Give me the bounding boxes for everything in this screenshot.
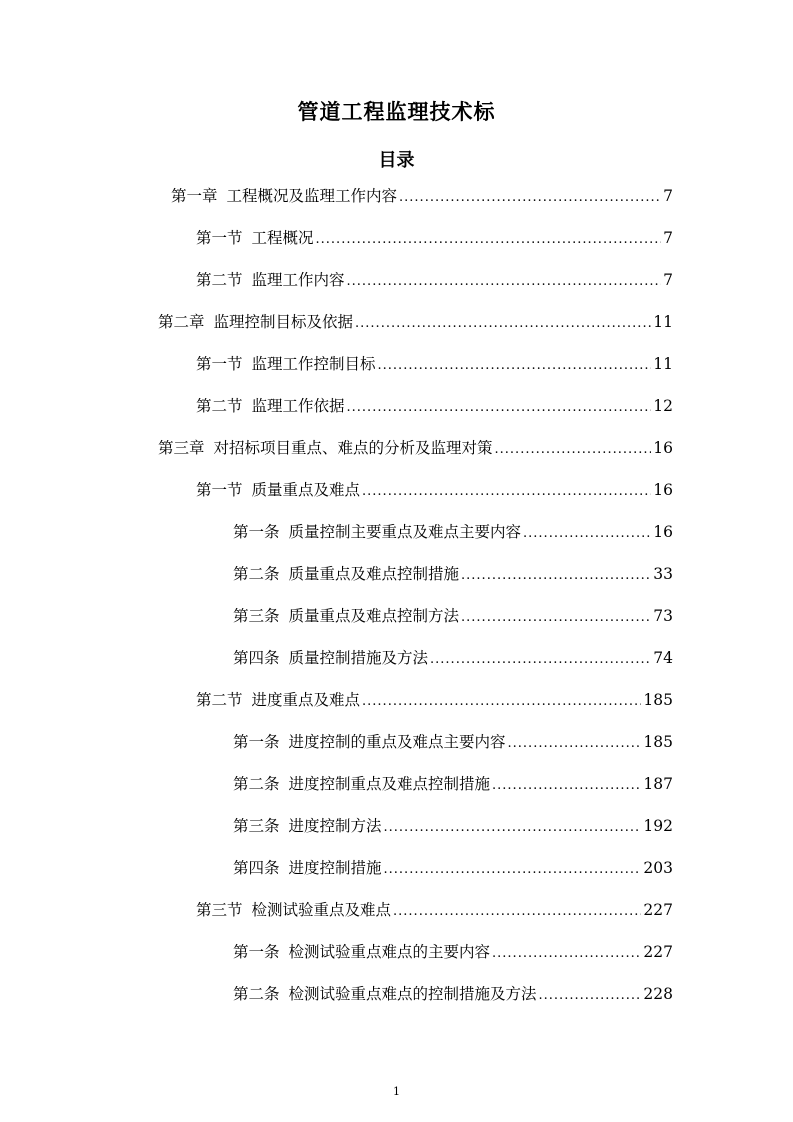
toc-leader-dots <box>430 652 651 667</box>
toc-entry-text: 进度控制措施 <box>288 859 382 877</box>
toc-entry-article[interactable] <box>233 646 673 672</box>
toc-entry-text: 检测试验重点难点的控制措施及方法 <box>288 985 537 1003</box>
toc-leader-dots <box>523 526 651 541</box>
toc-entry-number: 第二节 <box>196 691 243 709</box>
toc-leader-dots <box>461 568 651 583</box>
toc-entry-page: 12 <box>653 397 673 415</box>
toc-entry-text: 工程概况 <box>251 229 314 247</box>
toc-leader-dots <box>393 904 641 919</box>
toc-entry-page: 203 <box>643 859 673 877</box>
toc-entry-section[interactable] <box>196 478 673 504</box>
toc-entry-text: 监理工作依据 <box>251 397 345 415</box>
toc-entry-text: 进度控制重点及难点控制措施 <box>288 775 491 793</box>
toc-leader-dots <box>362 694 641 709</box>
toc-entry-text: 对招标项目重点、难点的分析及监理对策 <box>213 439 493 457</box>
toc-entry-number: 第三条 <box>233 607 280 625</box>
toc-leader-dots <box>347 274 662 289</box>
toc-leader-dots <box>539 988 642 1003</box>
toc-entry-page: 11 <box>653 355 673 373</box>
toc-leader-dots <box>461 610 651 625</box>
toc-entry-chapter-1[interactable] <box>171 184 673 210</box>
toc-entry-number: 第二章 <box>158 313 205 331</box>
toc-entry-page: 192 <box>643 817 673 835</box>
toc-entry-text: 进度控制方法 <box>288 817 382 835</box>
toc-entry-number: 第一条 <box>233 523 280 541</box>
toc-entry-chapter-2[interactable] <box>158 310 673 336</box>
toc-entry-section[interactable] <box>196 268 673 294</box>
toc-entry-article[interactable] <box>233 814 673 840</box>
toc-entry-text: 监理控制目标及依据 <box>213 313 354 331</box>
toc-entry-article[interactable] <box>233 772 673 798</box>
toc-entry-number: 第二条 <box>233 565 280 583</box>
toc-entry-text: 质量控制主要重点及难点主要内容 <box>288 523 522 541</box>
toc-entry-page: 185 <box>643 691 673 709</box>
toc-leader-dots <box>508 736 642 751</box>
toc-entry-text: 质量重点及难点控制措施 <box>288 565 460 583</box>
toc-leader-dots <box>355 316 651 331</box>
toc-entry-chapter-3[interactable] <box>158 436 673 462</box>
toc-entry-section[interactable] <box>196 226 673 252</box>
toc-entry-text: 质量控制措施及方法 <box>288 649 429 667</box>
toc-entry-number: 第一节 <box>196 481 243 499</box>
toc-leader-dots <box>399 190 661 205</box>
toc-leader-dots <box>362 484 651 499</box>
toc-entry-number: 第三节 <box>196 901 243 919</box>
toc-entry-text: 检测试验重点及难点 <box>251 901 392 919</box>
toc-entry-text: 工程概况及监理工作内容 <box>226 187 398 205</box>
toc-leader-dots <box>378 358 652 373</box>
toc-entry-section[interactable] <box>196 898 673 924</box>
toc-entry-number: 第二节 <box>196 271 243 289</box>
toc-entry-number: 第三条 <box>233 817 280 835</box>
toc-entry-page: 16 <box>653 481 673 499</box>
toc-entry-text: 质量重点及难点控制方法 <box>288 607 460 625</box>
toc-entry-text: 监理工作内容 <box>251 271 345 289</box>
toc-leader-dots <box>492 778 641 793</box>
toc-entry-page: 227 <box>643 901 673 919</box>
toc-entry-page: 73 <box>653 607 673 625</box>
document-title: 管道工程监理技术标 <box>297 100 496 124</box>
toc-entry-article[interactable] <box>233 520 673 546</box>
toc-entry-page: 7 <box>663 229 673 247</box>
toc-entry-section[interactable] <box>196 352 673 378</box>
toc-heading: 目录 <box>378 150 415 171</box>
toc-entry-page: 7 <box>663 271 673 289</box>
toc-entry-number: 第一条 <box>233 943 280 961</box>
toc-entry-number: 第一章 <box>171 187 218 205</box>
toc-entry-text: 监理工作控制目标 <box>251 355 376 373</box>
toc-entry-page: 187 <box>643 775 673 793</box>
toc-leader-dots <box>495 442 652 457</box>
toc-entry-page: 11 <box>653 313 673 331</box>
toc-entry-page: 33 <box>653 565 673 583</box>
toc-entry-number: 第二条 <box>233 775 280 793</box>
toc-entry-article[interactable] <box>233 982 673 1008</box>
toc-entry-section[interactable] <box>196 394 673 420</box>
toc-leader-dots <box>384 862 642 877</box>
toc-entry-number: 第二节 <box>196 397 243 415</box>
toc-leader-dots <box>316 232 662 247</box>
toc-entry-article[interactable] <box>233 940 673 966</box>
toc-entry-number: 第四条 <box>233 649 280 667</box>
toc-entry-number: 第四条 <box>233 859 280 877</box>
toc-entry-article[interactable] <box>233 730 673 756</box>
toc-entry-number: 第一条 <box>233 733 280 751</box>
toc-leader-dots <box>347 400 652 415</box>
toc-entry-number: 第二条 <box>233 985 280 1003</box>
toc-entry-page: 7 <box>663 187 673 205</box>
toc-entry-article[interactable] <box>233 856 673 882</box>
toc-entry-section[interactable] <box>196 688 673 714</box>
toc-entry-text: 进度控制的重点及难点主要内容 <box>288 733 506 751</box>
toc-entry-page: 16 <box>653 439 673 457</box>
toc-leader-dots <box>492 946 641 961</box>
toc-entry-page: 228 <box>643 985 673 1003</box>
toc-entry-page: 227 <box>643 943 673 961</box>
toc-entry-text: 质量重点及难点 <box>251 481 361 499</box>
toc-entry-number: 第一节 <box>196 229 243 247</box>
toc-entry-text: 进度重点及难点 <box>251 691 361 709</box>
page-number: 1 <box>393 1085 400 1098</box>
toc-entry-page: 74 <box>653 649 673 667</box>
toc-entry-number: 第三章 <box>158 439 205 457</box>
toc-entry-article[interactable] <box>233 562 673 588</box>
toc-entry-text: 检测试验重点难点的主要内容 <box>288 943 491 961</box>
toc-entry-article[interactable] <box>233 604 673 630</box>
toc-entry-number: 第一节 <box>196 355 243 373</box>
toc-entry-page: 185 <box>643 733 673 751</box>
toc-leader-dots <box>384 820 642 835</box>
toc-entry-page: 16 <box>653 523 673 541</box>
